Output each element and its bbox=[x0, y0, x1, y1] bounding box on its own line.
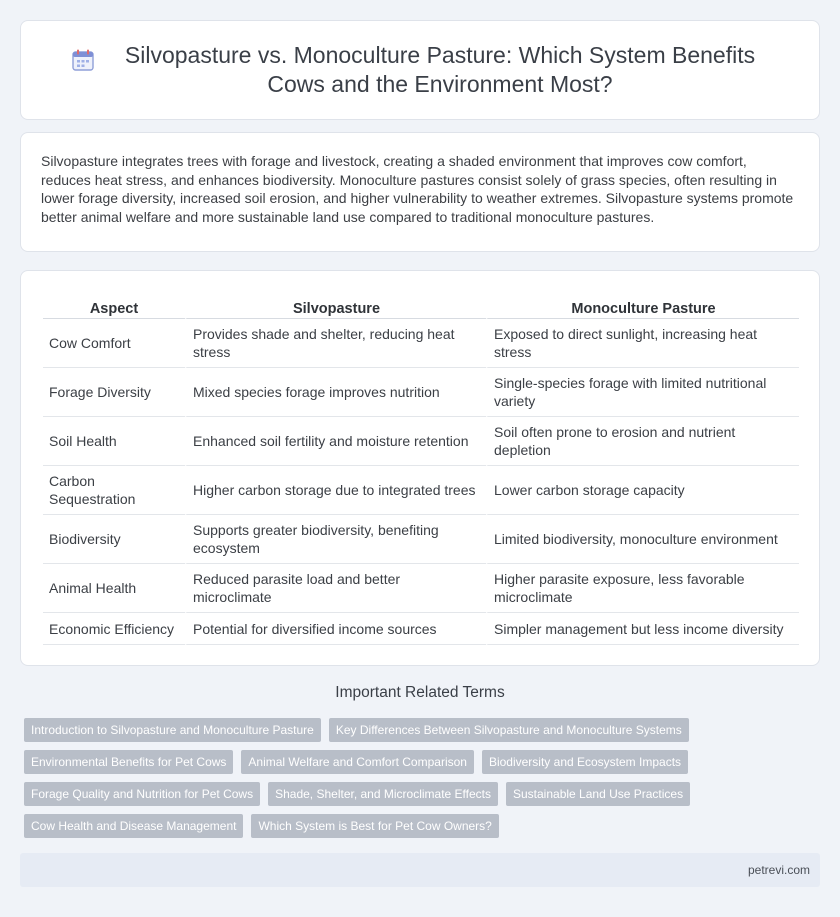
related-term-link[interactable]: Cow Health and Disease Management bbox=[24, 814, 243, 838]
header-inner bbox=[70, 41, 770, 99]
cell-monoculture: Soil often prone to erosion and nutrient depletion bbox=[486, 417, 799, 466]
tag-row bbox=[24, 782, 724, 806]
table-row bbox=[43, 417, 799, 466]
cell-silvopasture: Enhanced soil fertility and moisture retention bbox=[185, 417, 486, 466]
cell-aspect: Carbon Sequestration bbox=[43, 466, 185, 515]
table-header-row bbox=[43, 295, 799, 319]
footer bbox=[20, 853, 820, 887]
related-term-link[interactable]: Biodiversity and Ecosystem Impacts bbox=[482, 750, 688, 774]
header-monoculture: Monoculture Pasture bbox=[486, 295, 799, 319]
tag-row bbox=[24, 750, 724, 774]
tag-row bbox=[24, 718, 724, 742]
cell-aspect: Forage Diversity bbox=[43, 368, 185, 417]
header-card bbox=[20, 20, 820, 120]
cell-monoculture: Lower carbon storage capacity bbox=[486, 466, 799, 515]
related-term-link[interactable]: Introduction to Silvopasture and Monoculture Pasture bbox=[24, 718, 321, 742]
footer-site-link[interactable]: petrevi.com bbox=[747, 863, 810, 877]
calendar-icon bbox=[70, 47, 96, 73]
cell-aspect: Soil Health bbox=[43, 417, 185, 466]
intro-text: Silvopasture integrates trees with forage and livestock, creating a shaded environment that improves cow comfort, reduces heat stress, and enhances biodiversity. Monoculture pastures consist solely of grass species, often resulting in lower forage diversity, increased soil erosion, and higher vulnerability to weather extremes. Silvopasture systems promote better animal welfare and more sustainable land use compared to traditional monoculture pastures. bbox=[41, 153, 794, 225]
tag-row bbox=[24, 814, 724, 838]
comparison-table bbox=[43, 295, 799, 645]
related-term-link[interactable]: Forage Quality and Nutrition for Pet Cows bbox=[24, 782, 260, 806]
related-term-link[interactable]: Which System is Best for Pet Cow Owners? bbox=[251, 814, 498, 838]
cell-aspect: Economic Efficiency bbox=[43, 613, 185, 645]
cell-monoculture: Higher parasite exposure, less favorable microclimate bbox=[486, 564, 799, 613]
table-row bbox=[43, 564, 799, 613]
related-terms-list bbox=[24, 718, 724, 846]
header-silvopasture: Silvopasture bbox=[185, 295, 486, 319]
table-row bbox=[43, 319, 799, 368]
cell-silvopasture: Provides shade and shelter, reducing heat stress bbox=[185, 319, 486, 368]
intro-card bbox=[20, 132, 820, 252]
cell-monoculture: Limited biodiversity, monoculture environment bbox=[486, 515, 799, 564]
page-title: Silvopasture vs. Monoculture Pasture: Which System Benefits Cows and the Environment Most? bbox=[124, 42, 756, 97]
table-row bbox=[43, 466, 799, 515]
table-row bbox=[43, 515, 799, 564]
related-terms-title: Important Related Terms bbox=[335, 684, 505, 701]
cell-silvopasture: Reduced parasite load and better microclimate bbox=[185, 564, 486, 613]
comparison-table-card bbox=[20, 270, 820, 666]
table-row bbox=[43, 613, 799, 645]
related-term-link[interactable]: Animal Welfare and Comfort Comparison bbox=[241, 750, 474, 774]
cell-silvopasture: Potential for diversified income sources bbox=[185, 613, 486, 645]
cell-aspect: Biodiversity bbox=[43, 515, 185, 564]
related-term-link[interactable]: Sustainable Land Use Practices bbox=[506, 782, 690, 806]
cell-monoculture: Exposed to direct sunlight, increasing heat stress bbox=[486, 319, 799, 368]
cell-monoculture: Single-species forage with limited nutritional variety bbox=[486, 368, 799, 417]
cell-aspect: Cow Comfort bbox=[43, 319, 185, 368]
header-aspect: Aspect bbox=[43, 295, 185, 319]
cell-silvopasture: Supports greater biodiversity, benefiting ecosystem bbox=[185, 515, 486, 564]
table-row bbox=[43, 368, 799, 417]
cell-aspect: Animal Health bbox=[43, 564, 185, 613]
cell-silvopasture: Higher carbon storage due to integrated trees bbox=[185, 466, 486, 515]
related-term-link[interactable]: Environmental Benefits for Pet Cows bbox=[24, 750, 233, 774]
cell-silvopasture: Mixed species forage improves nutrition bbox=[185, 368, 486, 417]
related-term-link[interactable]: Key Differences Between Silvopasture and Monoculture Systems bbox=[329, 718, 689, 742]
cell-monoculture: Simpler management but less income diversity bbox=[486, 613, 799, 645]
related-term-link[interactable]: Shade, Shelter, and Microclimate Effects bbox=[268, 782, 498, 806]
